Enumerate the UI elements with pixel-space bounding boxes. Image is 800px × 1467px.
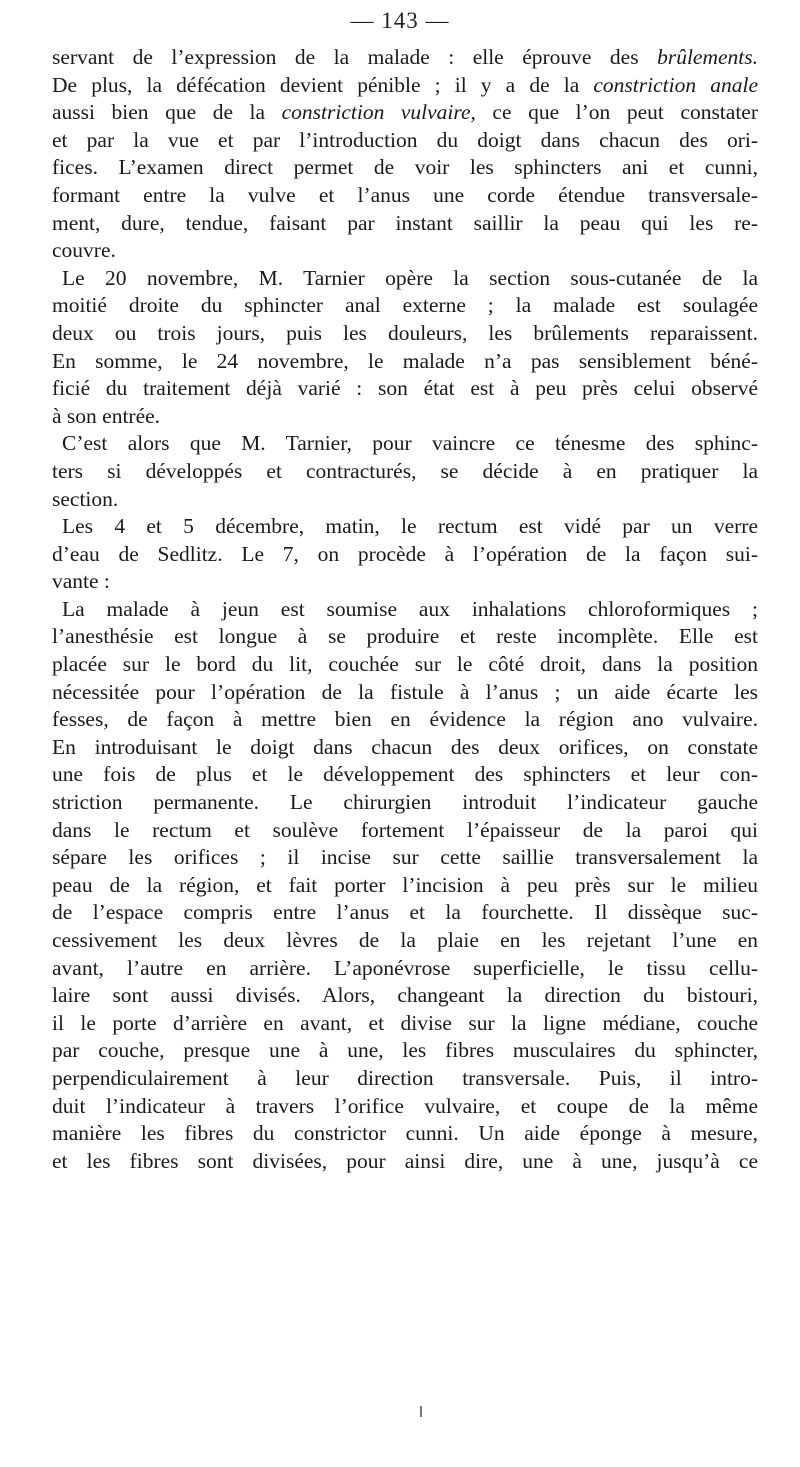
text-line: striction permanente. Le chirurgien introduit l’indicateur gauche (52, 790, 758, 815)
text-line: En somme, le 24 novembre, le malade n’a pas sensiblement béné- (52, 348, 758, 373)
text-line: deux ou trois jours, puis les douleurs, les brûlements reparaissent. (52, 320, 758, 345)
paragraph-1 (52, 44, 758, 265)
body-text (52, 44, 758, 1175)
text-line: par couche, presque une à une, les fibres musculaires du sphincter, (52, 1038, 758, 1063)
text-line: section. (52, 486, 119, 511)
text-line: peau de la région, et fait porter l’incision à peu près sur le milieu (52, 872, 758, 897)
text-line: En introduisant le doigt dans chacun des deux orifices, on constate (52, 734, 758, 759)
text-line: C’est alors que M. Tarnier, pour vaincre ce ténesme des sphinc- (62, 431, 758, 456)
page-number: — 143 — (350, 8, 450, 33)
text-line: avant, l’autre en arrière. L’aponévrose superficielle, le tissu cellu- (52, 955, 758, 980)
text-line: ment, dure, tendue, faisant par instant saillir la peau qui les re- (52, 210, 758, 235)
text-line: et les fibres sont divisées, pour ainsi dire, une à une, jusqu’à ce (52, 1148, 758, 1173)
text-line: sépare les orifices ; il incise sur cette saillie transversalement la (52, 845, 758, 870)
text-line: Les 4 et 5 décembre, matin, le rectum est vidé par un verre (62, 514, 758, 539)
text-line: ters si développés et contracturés, se décide à en pratiquer la (52, 458, 758, 483)
text-line: formant entre la vulve et l’anus une corde étendue transversale- (52, 182, 758, 207)
text-line: nécessitée pour l’opération de la fistule à l’anus ; un aide écarte les (52, 679, 758, 704)
text-line: d’eau de Sedlitz. Le 7, on procède à l’opération de la façon sui- (52, 541, 758, 566)
text-line: moitié droite du sphincter anal externe ; la malade est soulagée (52, 293, 758, 318)
italic-term: brûlements. (657, 45, 758, 69)
paragraph-4 (52, 513, 758, 596)
text-line: cessivement les deux lèvres de la plaie en les rejetant l’une en (52, 928, 758, 952)
text-line: de l’espace compris entre l’anus et la fourchette. Il dissèque suc- (52, 900, 758, 925)
text-line: placée sur le bord du lit, couchée sur le côté droit, dans la position (52, 652, 758, 677)
text-line: et par la vue et par l’introduction du doigt dans chacun des ori- (52, 127, 758, 152)
text-line: aussi bien que de la constriction vulvaire, ce que l’on peut constater (52, 100, 758, 125)
paragraph-2 (52, 265, 758, 431)
text-line: servant de l’expression de la malade : elle éprouve des brûlements. (52, 45, 758, 69)
text-line: perpendiculairement à leur direction transversale. Puis, il intro- (52, 1065, 758, 1090)
text-line: fices. L’examen direct permet de voir les sphincters ani et cunni, (52, 155, 758, 180)
scan-mark (420, 1406, 422, 1417)
paragraph-5 (52, 596, 758, 1175)
italic-term: constriction anale (593, 72, 758, 97)
text-line: duit l’indicateur à travers l’orifice vulvaire, et coupe de la même (52, 1093, 758, 1118)
text-line: il le porte d’arrière en avant, et divise sur la ligne médiane, couche (52, 1010, 758, 1035)
text-line: couvre. (52, 238, 116, 263)
italic-term: constriction vulvaire, (281, 100, 476, 125)
text-line: une fois de plus et le développement des sphincters et leur con- (52, 762, 758, 787)
text-line: à son entrée. (52, 403, 161, 428)
text-line: La malade à jeun est soumise aux inhalations chloroformiques ; (62, 596, 758, 621)
text-line: De plus, la défécation devient pénible ; il y a de la constriction anale (52, 72, 758, 97)
text-line: manière les fibres du constrictor cunni. Un aide éponge à mesure, (52, 1121, 758, 1146)
text-line: Le 20 novembre, M. Tarnier opère la section sous-cutanée de la (62, 265, 758, 290)
text-line: l’anesthésie est longue à se produire et reste incomplète. Elle est (52, 624, 758, 649)
text-line: laire sont aussi divisés. Alors, changeant la direction du bistouri, (52, 983, 758, 1008)
text-line: dans le rectum et soulève fortement l’épaisseur de la paroi qui (52, 817, 758, 842)
text-line: vante : (52, 569, 110, 594)
text-line: ficié du traitement déjà varié : son état est à peu près celui observé (52, 376, 758, 401)
text-line: fesses, de façon à mettre bien en évidence la région ano vulvaire. (52, 707, 758, 732)
paragraph-3 (52, 430, 758, 513)
